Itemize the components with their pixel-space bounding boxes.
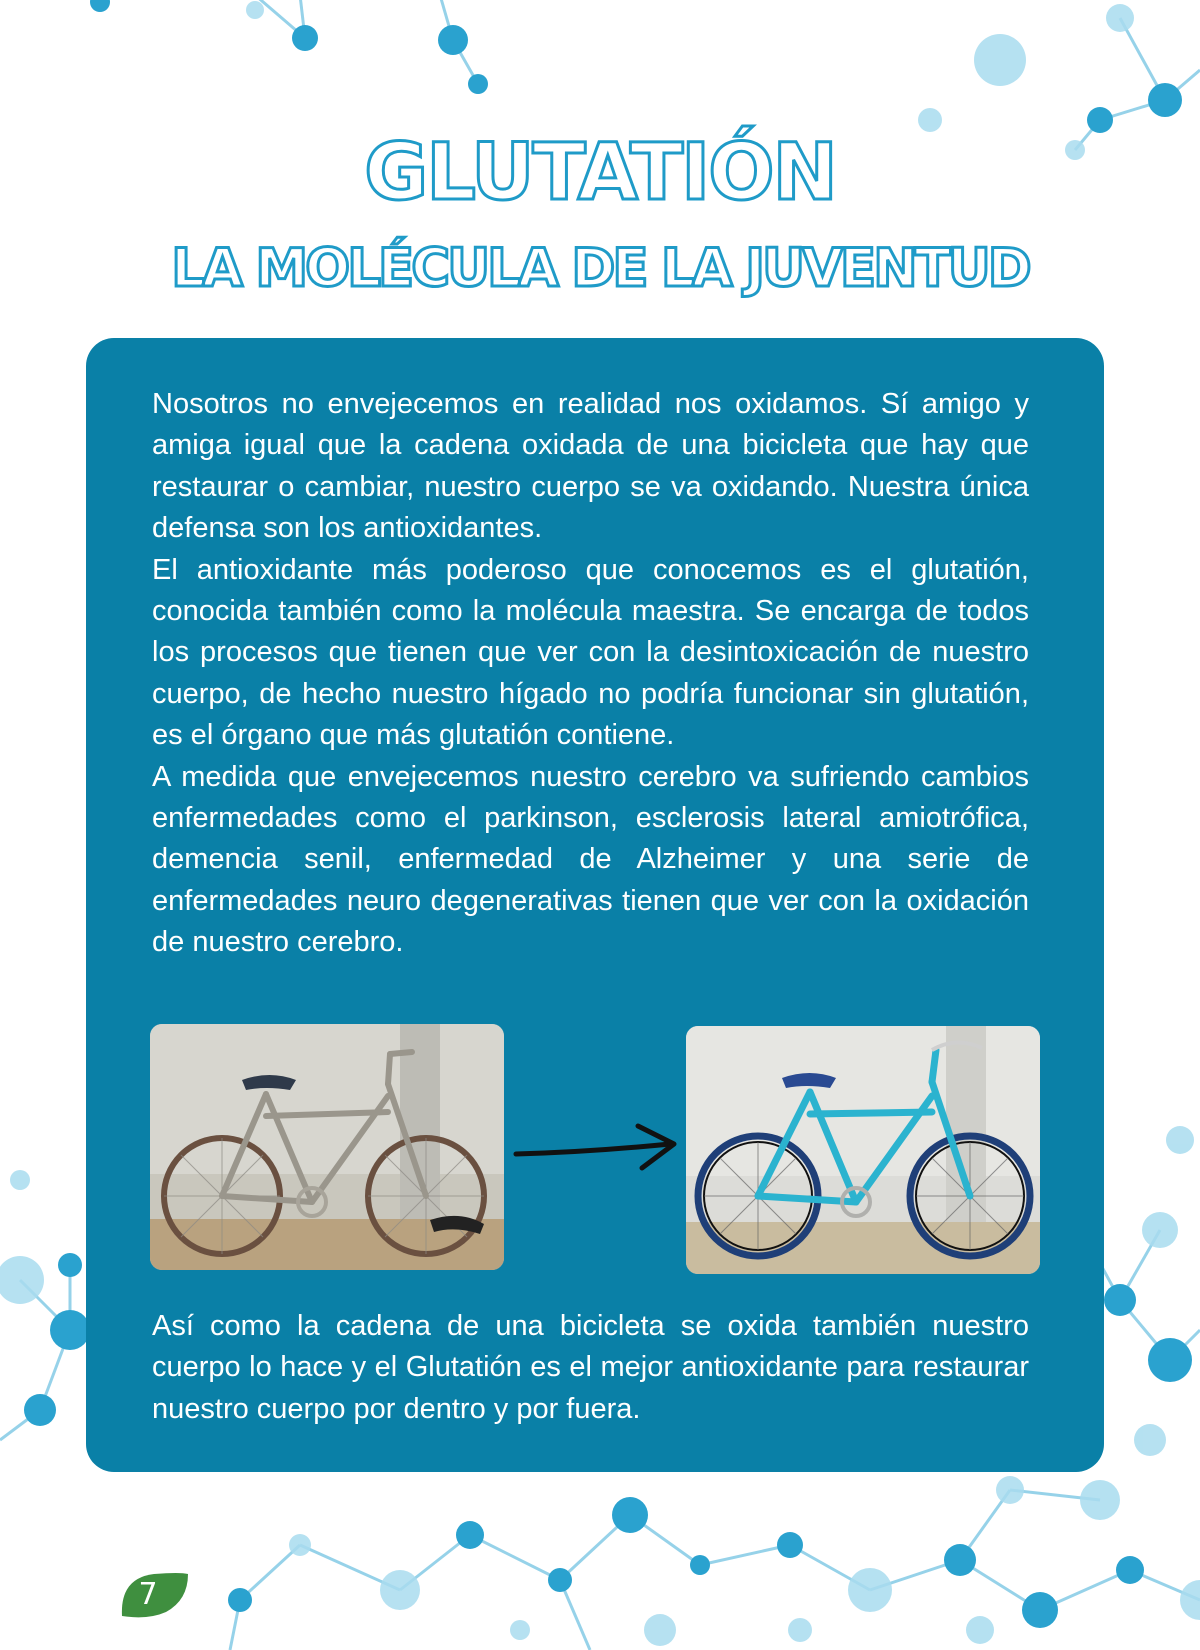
caption-text: Así como la cadena de una bicicleta se oxida también nuestro cuerpo lo hace y el Glutatión es el mejor antioxidante para restaurar nuestro cuerpo por dentro y por fuera. <box>152 1310 1029 1425</box>
body-text <box>152 384 1029 964</box>
paragraph-2: El antioxidante más poderoso que conocemos es el glutatión, conocida también como la molécula maestra. Se encarga de todos los procesos que tienen que ver con la desintoxicación de nuestro cuerpo, de hecho nuestro hígado no podría funcionar sin glutatión, es el órgano que más glutatión contiene. <box>152 553 1029 752</box>
page-number: 7 <box>138 1577 158 1612</box>
paragraph-3: A medida que envejecemos nuestro cerebro va sufriendo cambios enfermedades como el parkinson, esclerosis lateral amiotrófica, demencia senil, enfermedad de Alzheimer y una serie de enfermedades neuro degenerativas tienen que ver con la oxidación de nuestro cerebro. <box>152 760 1029 959</box>
restored-bicycle-photo <box>686 1026 1040 1274</box>
rusty-bicycle-photo <box>150 1024 504 1270</box>
arrow-right-icon <box>510 1120 682 1180</box>
page-title: GLUTATIÓN <box>364 128 836 218</box>
paragraph-1: Nosotros no envejecemos en realidad nos oxidamos. Sí amigo y amiga igual que la cadena oxidada de una bicicleta que hay que restaurar o cambiar, nuestro cuerpo se va oxidando. Nuestra única defensa son los antioxidantes. <box>152 388 1029 545</box>
page-subtitle: LA MOLÉCULA DE LA JUVENTUD <box>171 238 1029 299</box>
